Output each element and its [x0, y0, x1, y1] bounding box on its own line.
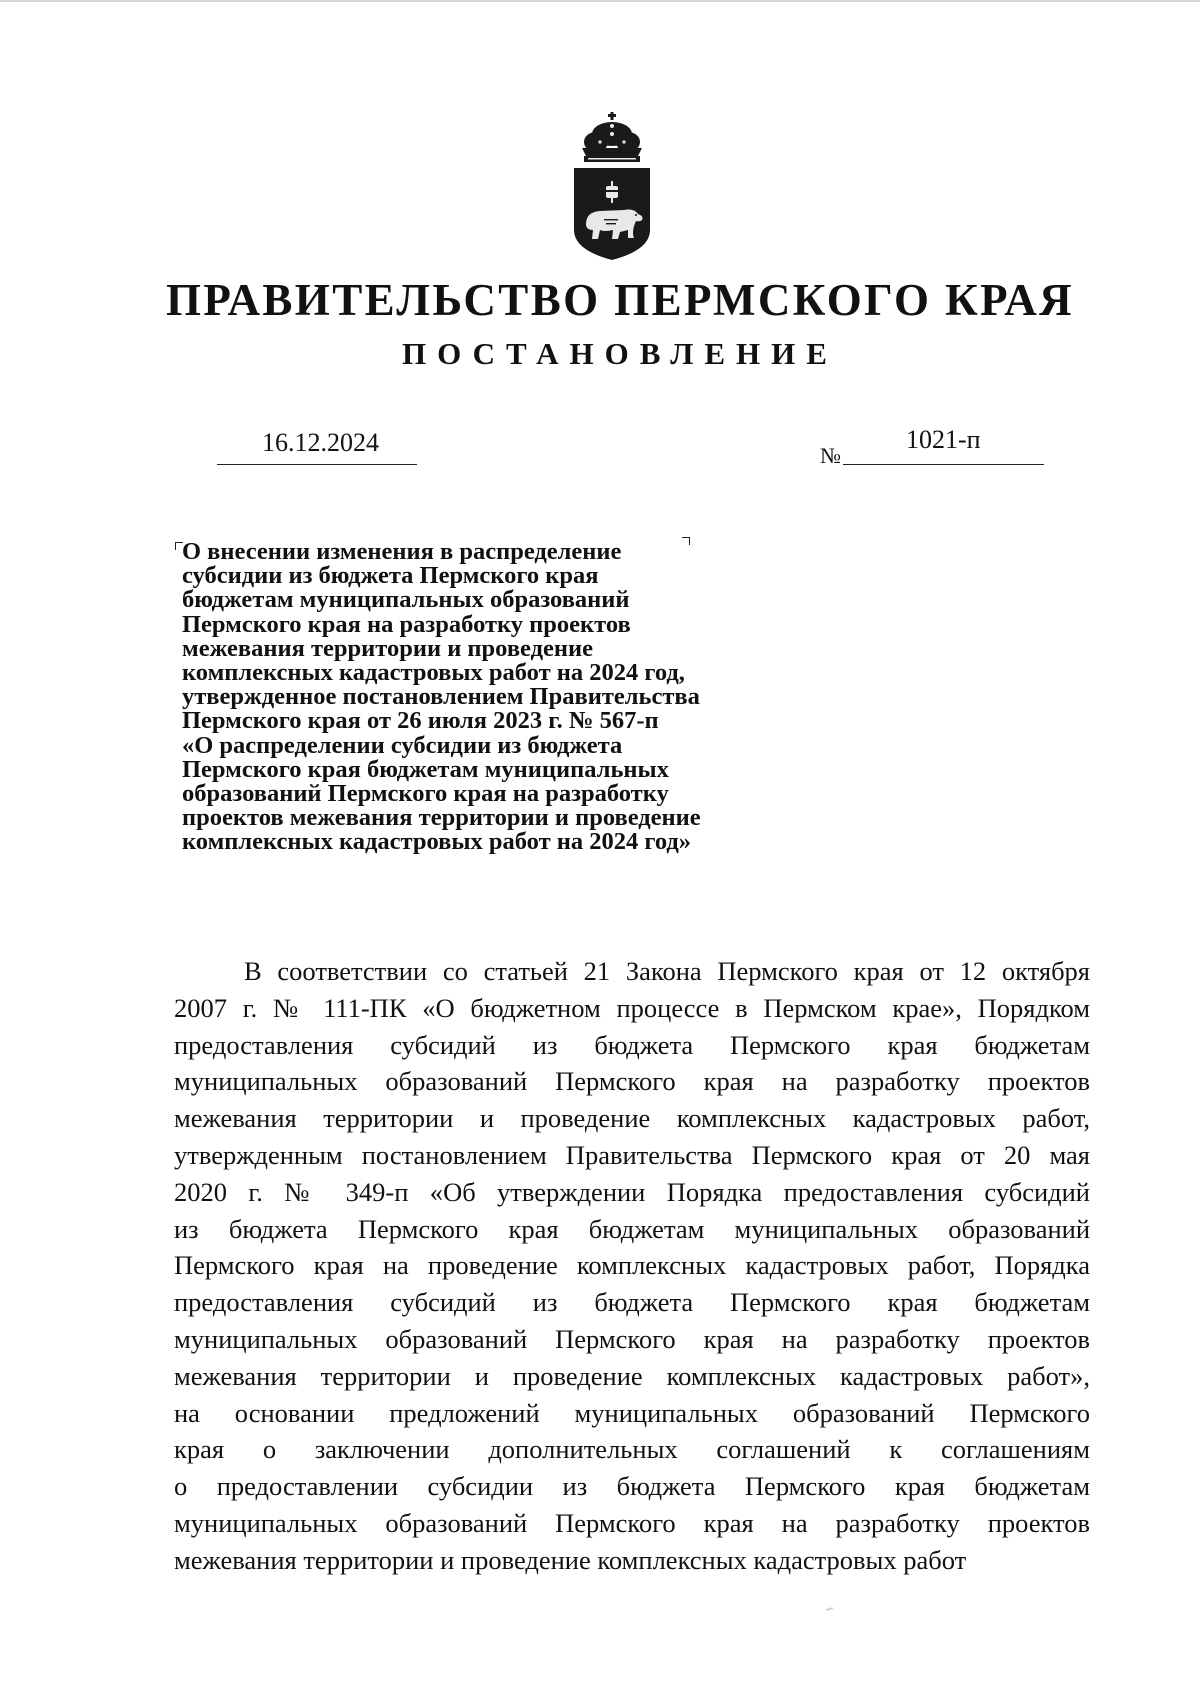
perm-krai-coat-of-arms-icon	[570, 112, 654, 262]
subject-line: комплексных кадастровых работ на 2024 год,	[182, 659, 685, 687]
body-line: края о заключении дополнительных соглашений к соглашениям	[174, 1434, 1090, 1465]
document-subject	[182, 540, 822, 855]
subject-line: Пермского края на разработку проектов	[182, 610, 631, 638]
scan-edge-line	[0, 0, 1200, 2]
body-line: межевания территории и проведение комплексных кадастровых работ»,	[174, 1360, 1090, 1391]
crown-icon	[582, 112, 642, 162]
date-underline	[217, 464, 417, 465]
subject-line: субсидии из бюджета Пермского края	[182, 562, 599, 590]
number-sign: №	[820, 443, 841, 468]
body-line: муниципальных образований Пермского края на разработку проектов	[174, 1507, 1090, 1538]
body-line: 2007 г. № 111-ПК «О бюджетном процессе в Пермском крае», Порядком	[174, 992, 1090, 1023]
body-line: межевания территории и проведение комплексных кадастровых работ	[174, 1544, 967, 1575]
body-line: о предоставлении субсидии из бюджета Пермского края бюджетам	[174, 1471, 1090, 1502]
scan-speck	[826, 1607, 833, 1611]
body-line: межевания территории и проведение комплексных кадастровых работ,	[174, 1103, 1090, 1134]
body-line: 2020 г. № 349-п «Об утверждении Порядка предоставления субсидий	[174, 1176, 1090, 1207]
body-line: предоставления субсидий из бюджета Пермского края бюджетам	[174, 1287, 1090, 1318]
body-line: муниципальных образований Пермского края на разработку проектов	[174, 1066, 1090, 1097]
subject-line: межевания территории и проведение	[182, 634, 593, 662]
subject-line: комплексных кадастровых работ на 2024 год»	[182, 828, 692, 856]
subject-line: утвержденное постановлением Правительства	[182, 683, 700, 711]
body-line: утвержденным постановлением Правительства Пермского края от 20 мая	[174, 1139, 1090, 1170]
document-date: 16.12.2024	[262, 428, 379, 457]
subject-line: бюджетам муниципальных образований	[182, 586, 630, 614]
body-line: на основании предложений муниципальных образований Пермского	[174, 1397, 1090, 1428]
body-line: Пермского края на проведение комплексных кадастровых работ, Порядка	[174, 1250, 1090, 1281]
body-line: В соответствии со статьей 21 Закона Пермского края от 12 октября	[244, 956, 1090, 986]
subject-line: образований Пермского края на разработку	[182, 780, 669, 808]
body-line: предоставления субсидий из бюджета Пермского края бюджетам	[174, 1029, 1090, 1060]
document-number: 1021-п	[906, 425, 981, 454]
subject-line: «О распределении субсидии из бюджета	[182, 731, 623, 759]
government-title: ПРАВИТЕЛЬСТВО ПЕРМСКОГО КРАЯ	[165, 275, 1075, 325]
subject-line: Пермского края бюджетам муниципальных	[182, 755, 669, 783]
number-underline	[843, 464, 1044, 465]
body-line: из бюджета Пермского края бюджетам муниципальных образований	[174, 1213, 1090, 1244]
subject-line: Пермского края от 26 июля 2023 г. № 567-п	[182, 707, 659, 735]
body-line: муниципальных образований Пермского края на разработку проектов	[174, 1323, 1090, 1354]
body-paragraph	[174, 953, 1090, 1579]
document-type: ПОСТАНОВЛЕНИЕ	[402, 336, 838, 371]
subject-line: О внесении изменения в распределение	[182, 538, 622, 565]
subject-line: проектов межевания территории и проведение	[182, 804, 701, 832]
